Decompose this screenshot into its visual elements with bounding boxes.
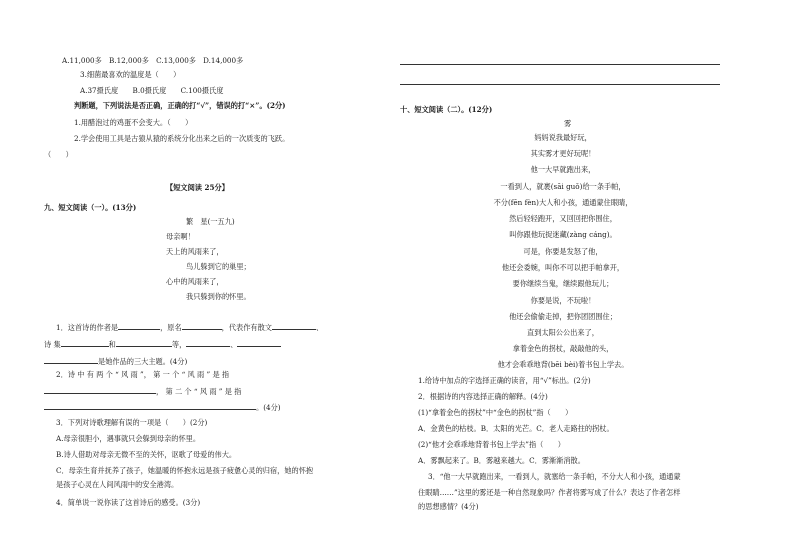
answer-blank[interactable] <box>116 339 172 347</box>
r-q2: 2．根据诗的内容选择正确的解释。(4分) <box>418 392 548 401</box>
section-header: 【短文阅读 25分】 <box>166 183 229 192</box>
answer-blank[interactable] <box>44 386 156 394</box>
poem-line: 心中的风雨来了， <box>166 277 224 286</box>
poem-line: 他一大早就跑出来， <box>530 165 596 174</box>
r-q3-line-2: 住眼睛……”这里的雾还是一种自然现象吗？作者将雾写成了什么？表达了作者怎样 <box>418 488 681 497</box>
r-q3-line-1: 3．“他一大早就跑出来，一看到人，就塞给一条手帕，不分大人和小孩，通通蒙 <box>428 472 681 481</box>
poem-line: 他还会委婉，叫你不可以把手帕拿开， <box>501 263 625 272</box>
answer-blank[interactable] <box>118 322 160 330</box>
poem-line: 然后轻轻跑开，又回回把你围住， <box>509 214 617 223</box>
judge-item-2: 2.学会使用工具是古猿从猿的系统分化出来之后的一次质变的飞跃。 <box>74 134 290 143</box>
judge-item-1: 1.用醋泡过的鸡蛋不会变大。（ ） <box>74 118 193 127</box>
poem-line: 其实雾才更好玩呢！ <box>530 149 596 158</box>
q3-reading-text: 3．下列对诗歌理解有误的一项是（ ）(2分) <box>56 418 208 427</box>
r-q2-1-options: A．金黄色的枯枝。B．太阳的光芒。C．老人走路拄的拐杖。 <box>418 424 614 433</box>
poem-line: 妈妈说我最好玩， <box>534 133 592 142</box>
q1-line-1: 1．这首诗的作者是 ，原名 ，代表作有散文 、 <box>56 323 324 332</box>
q2-line-1: 2．诗 中 有 两 个 “ 风 雨 ”， 第 一 个 “ 风 雨 ” 是 指 <box>56 370 230 379</box>
reading-2-title: 十、短文阅读（二）。(12分) <box>400 105 493 114</box>
question-3-text: 3.细菌最喜欢的温度是（ ） <box>80 70 181 79</box>
r-q2-2-options: A．雾飘起来了。B．雾越来越大。C．雾渐渐消散。 <box>418 456 585 465</box>
answer-line[interactable] <box>400 84 720 85</box>
q1-line-2: 诗 集 和 等， 、 <box>44 339 281 349</box>
poem-line: 直到太阳公公出来了， <box>527 328 599 337</box>
q3-option-b: B.诗人借助对母亲无微不至的关怀，讴歌了母爱的伟大。 <box>56 450 237 459</box>
q3-option-a: A.母亲很胆小，遇事就只会躲到母亲的怀里。 <box>56 434 201 443</box>
poem-line: 他才会乖乖地背(bēi bèi)着书包上学去。 <box>497 360 629 369</box>
poem-line: 他还会偷偷走掉，把你团团围住； <box>509 312 617 321</box>
r-q1: 1.给诗中加点的字选择正确的读音，用“√”标出。(2分) <box>418 376 591 385</box>
q4-text: 4．简单说一说你读了这首诗后的感受。(3分) <box>56 498 201 507</box>
q2-line-2: ， 第 二 个 “ 风 雨 ” 是 指 <box>44 386 241 396</box>
answer-blank[interactable] <box>182 322 222 330</box>
answer-blank[interactable] <box>272 322 316 330</box>
previous-question-options: A.11,000多 B.12,000多 C.13,000多 D.14,000多 <box>62 56 244 65</box>
poem-line: 母亲啊！ <box>166 232 195 241</box>
poem-line: 不分(fēn fèn)大人和小孩，通通蒙住眼睛， <box>493 198 633 207</box>
question-3-options: A.37摄氏度 B.0摄氏度 C.100摄氏度 <box>80 86 224 95</box>
q1-line-3: 是她作品的三大主题。(4分) <box>44 356 187 366</box>
reading-1-title: 九、短文阅读（一）。(13分) <box>44 203 137 212</box>
poem-line: 一看到人，就裹(sāi guǒ)给一条手帕， <box>500 182 626 191</box>
answer-line[interactable] <box>400 64 720 65</box>
q3-option-c-line-2: 是孩子心灵在人间风雨中的安全港湾。 <box>56 480 179 489</box>
r-q3-line-3: 的思想感情？(4分) <box>418 502 479 511</box>
q2-line-3: 。(4分) <box>44 402 281 412</box>
answer-blank[interactable] <box>237 339 281 347</box>
answer-blank[interactable] <box>61 339 109 347</box>
r-q2-2: (2)“他才会乖乖地背着书包上学去”指（ ） <box>418 440 565 449</box>
poem-line: 我只躲到你的怀里。 <box>186 292 251 301</box>
q3-option-c-line-1: C．母亲生育并抚养了孩子，她温暖的怀抱永远是孩子疲惫心灵的归宿，她的怀抱 <box>56 466 314 475</box>
answer-blank[interactable] <box>44 402 256 410</box>
answer-blank[interactable] <box>186 339 230 347</box>
r-q2-1: (1)“拿着金色的拐杖”中“金色的拐杖”指（ ） <box>418 408 573 417</box>
poem-line: 要你继续当鬼，继续跟他玩儿； <box>512 279 614 288</box>
poem-line: 拿着金色的拐杖，敲敲他的头， <box>512 344 614 353</box>
poem-line: 鸟儿躲到它的巢里； <box>186 262 251 271</box>
poem-title: 雾 <box>564 119 572 128</box>
poem-title: 繁 星(一五九) <box>186 217 235 226</box>
judge-section-title: 判断题，下列说法是否正确，正确的打“√”，错误的打“×”。(2分) <box>74 101 286 110</box>
answer-blank[interactable] <box>44 356 98 364</box>
poem-line: 你要是说，不玩啦！ <box>530 296 596 305</box>
poem-line: 天上的风雨来了， <box>166 247 224 256</box>
poem-line: 叫你跟他玩捉迷藏(zàng cáng)。 <box>509 230 617 239</box>
judge-item-2-paren: （ ） <box>44 150 73 159</box>
poem-line: 可是，你要是发怒了他， <box>523 247 603 256</box>
